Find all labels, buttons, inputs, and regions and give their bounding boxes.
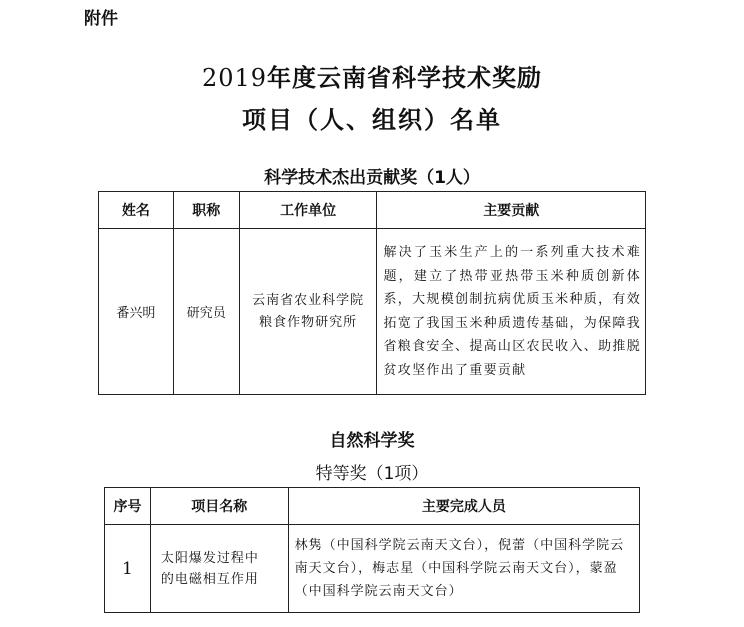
table-row	[105, 525, 640, 613]
header-name: 姓名	[99, 192, 174, 229]
title-line1-text: 年度云南省科学技术奖励	[267, 64, 543, 92]
table-row	[99, 229, 646, 395]
cell-index: 1	[105, 525, 151, 613]
header-work-unit: 工作单位	[239, 192, 377, 229]
table-header-row	[105, 488, 640, 525]
attachment-label: 附件	[84, 9, 118, 29]
outstanding-contribution-table	[98, 191, 646, 395]
cell-project-name	[150, 525, 288, 613]
section-heading-natural-science: 自然科学奖	[329, 431, 415, 451]
cell-work-unit	[239, 229, 377, 395]
subheading-special-prize: 特等奖（1项）	[315, 464, 429, 484]
header-main-contribution: 主要贡献	[377, 192, 646, 229]
project-name-line2: 的电磁相互作用	[160, 571, 259, 587]
cell-title: 研究员	[173, 229, 239, 395]
work-unit-line1: 云南省农业科学院	[252, 292, 365, 308]
document-title-line2: 项目（人、组织）名单	[242, 106, 502, 134]
section-heading-outstanding-contribution: 科学技术杰出贡献奖（1人）	[264, 168, 480, 188]
cell-contribution: 解决了玉米生产上的一系列重大技术难题，建立了热带亚热带玉米种质创新体系，大规模创制抗病优质玉米种质，有效拓宽了我国玉米种质遗传基础，为保障我省粮食安全、提高山区农民收入、助推脱贫攻坚作出了重要贡献	[377, 229, 646, 395]
project-name-line1: 太阳爆发过程中	[160, 550, 259, 566]
title-year: 2019	[201, 64, 268, 92]
header-project-name: 项目名称	[150, 488, 288, 525]
natural-science-table	[104, 487, 640, 613]
header-index: 序号	[105, 488, 151, 525]
header-title: 职称	[173, 192, 239, 229]
table-header-row	[99, 192, 646, 229]
header-main-personnel: 主要完成人员	[288, 488, 639, 525]
cell-name: 番兴明	[99, 229, 174, 395]
document-title-line1	[0, 58, 744, 93]
cell-personnel: 林隽（中国科学院云南天文台），倪蕾（中国科学院云南天文台），梅志星（中国科学院云南天文台），蒙盈（中国科学院云南天文台）	[288, 525, 639, 613]
work-unit-line2: 粮食作物研究所	[259, 314, 358, 330]
